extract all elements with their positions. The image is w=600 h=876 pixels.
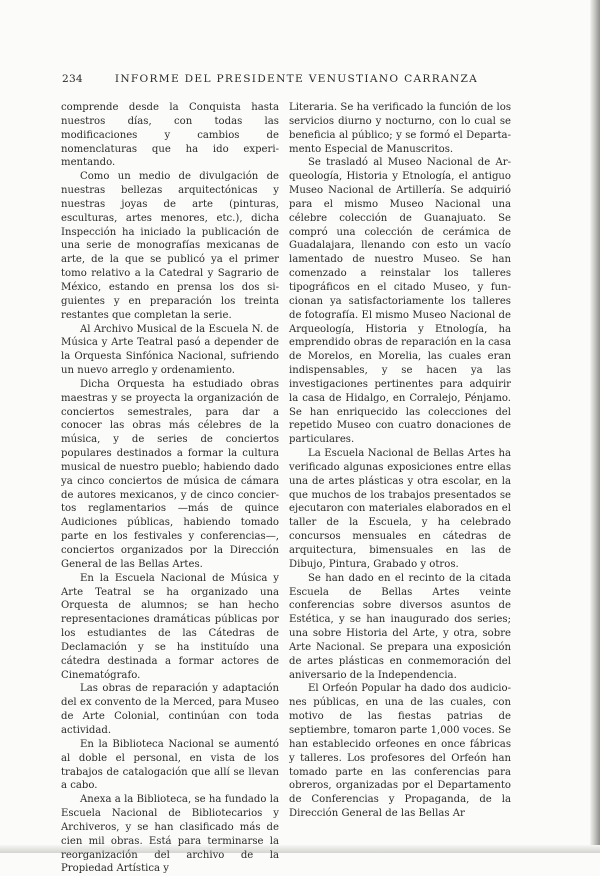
- page-number: 234: [62, 73, 83, 85]
- paragraph: Las obras de reparación y adaptación del ex convento de la Merced, para Museo de Arte Colonial, continúan con toda actividad.: [61, 683, 279, 736]
- paragraph: En la Escuela Nacional de Música y Arte Teatral se ha organizado una Orquesta de alumnos; se han hecho representaciones dramáticas públicas por los estudiantes de las Cátedras de Declamación y se ha instituído una cátedra destinada a formar actores de Cinematógrafo.: [61, 572, 279, 681]
- paragraph: Se trasladó al Museo Nacional de Arqueología, Historia y Etnología, el antiguo Museo Nacional de Artillería. Se adquirió para el mismo Museo Nacional una célebre colección de Guanajuato. Se compró una colección de cerámica de Guadalajara, llenando con esto un vacío lamentado de nuestro Museo. Se han comenzado a reinstalar los talleres tipográficos en el citado Museo, y funcionan ya satisfactoriamente los talleres de fotografía. El mismo Museo Nacional de Arqueología, Historia y Etnología, ha emprendido obras de reparación en la casa de Morelos, en Morelia, las cuales eran indispensables, y se hacen ya las investigaciones pertinentes para adquirir la casa de Hidalgo, en Corralejo, Pénjamo. Se han enriquecido las colecciones del repetido Museo con cuatro donaciones de particulares.: [289, 157, 511, 446]
- paragraph: Dicha Orquesta ha estudiado obras maestras y se proyecta la organización de conciertos semestrales, para dar a conocer las obras más célebres de la música, y de series de conciertos populares destinados a formar la cultura musical de nuestro pueblo; habiendo dado ya cinco conciertos de música de cámara de autores mexicanos, y de cinco conciertos reglamentarios —más de quince Audiciones públicas, habiendo tomado parte en los festivales y conferencias—, conciertos organizados por la Dirección General de las Bellas Artes.: [61, 378, 279, 570]
- paragraph: El Orfeón Popular ha dado dos audiciones públicas, en una de las cuales, con motivo de las fiestas patrias de septiembre, tomaron parte 1,000 voces. Se han establecido orfeones en once fábricas y talleres. Los profesores del Orfeón han tomado parte en las conferencias para obreros, organizadas por el Departamento de Conferencias y Propaganda, de la Dirección General de las Bellas Ar: [289, 683, 511, 820]
- paragraph: La Escuela Nacional de Bellas Artes ha verificado algunas exposiciones entre ellas una de artes plásticas y otra escolar, en la que muchos de los trabajos presentados se ejecutaron con materiales elaborados en el taller de la Escuela, y ha celebrado concursos mensuales en cátedras de arquitectura, bimensuales en las de Dibujo, Pintura, Grabado y otros.: [289, 448, 511, 570]
- paragraph: En la Biblioteca Nacional se aumentó al doble el personal, en vista de los trabajos de catalogación que allí se llevan a cabo.: [61, 738, 279, 792]
- paragraph: Como un medio de divulgación de nuestras bellezas arquitectónicas y nuestras joyas de arte (pinturas, esculturas, artes menores, etc.), dicha Inspección ha iniciado la publicación de una serie de monografías mexicanas de arte, de la que se publicó ya el primer tomo relativo a la Catedral y Sagrario de México, estando en prensa los dos siguientes y en preparación los treinta restantes que completan la serie.: [61, 171, 279, 321]
- running-title: INFORME DEL PRESIDENTE VENUSTIANO CARRANZA: [114, 73, 479, 85]
- page-edge-shadow: [590, 0, 600, 853]
- paragraph: comprende desde la Conquista hasta nuestros días, con todas las modificaciones y cambios de nomenclaturas que ha ido experimentando.: [61, 102, 279, 169]
- running-header: [62, 73, 536, 85]
- right-column: [289, 101, 511, 821]
- paragraph: Literaria. Se ha verificado la función de los servicios diurno y nocturno, con lo cual se beneficia al público; y se formó el Departamento Especial de Manuscritos.: [289, 102, 511, 155]
- paragraph: Se han dado en el recinto de la citada Escuela de Bellas Artes veinte conferencias sobre diversos asuntos de Estética, y se han inaugurado dos series; una sobre Historia del Arte, y otra, sobre Arte Nacional. Se prepara una exposición de artes plásticas en conmemoración del aniversario de la Independencia.: [289, 572, 511, 681]
- left-column: [61, 101, 279, 876]
- paragraph: Anexa a la Biblioteca, se ha fundado la Escuela Nacional de Bibliotecarios y Archiveros, y se han clasificado más de cien mil obras. Está para terminarse la reorganización del archivo de la Propiedad Artística y: [61, 794, 279, 875]
- paragraph: Al Archivo Musical de la Escuela N. de Música y Arte Teatral pasó a depender de la Orquesta Sinfónica Nacional, sufriendo un nuevo arreglo y ordenamiento.: [61, 323, 279, 377]
